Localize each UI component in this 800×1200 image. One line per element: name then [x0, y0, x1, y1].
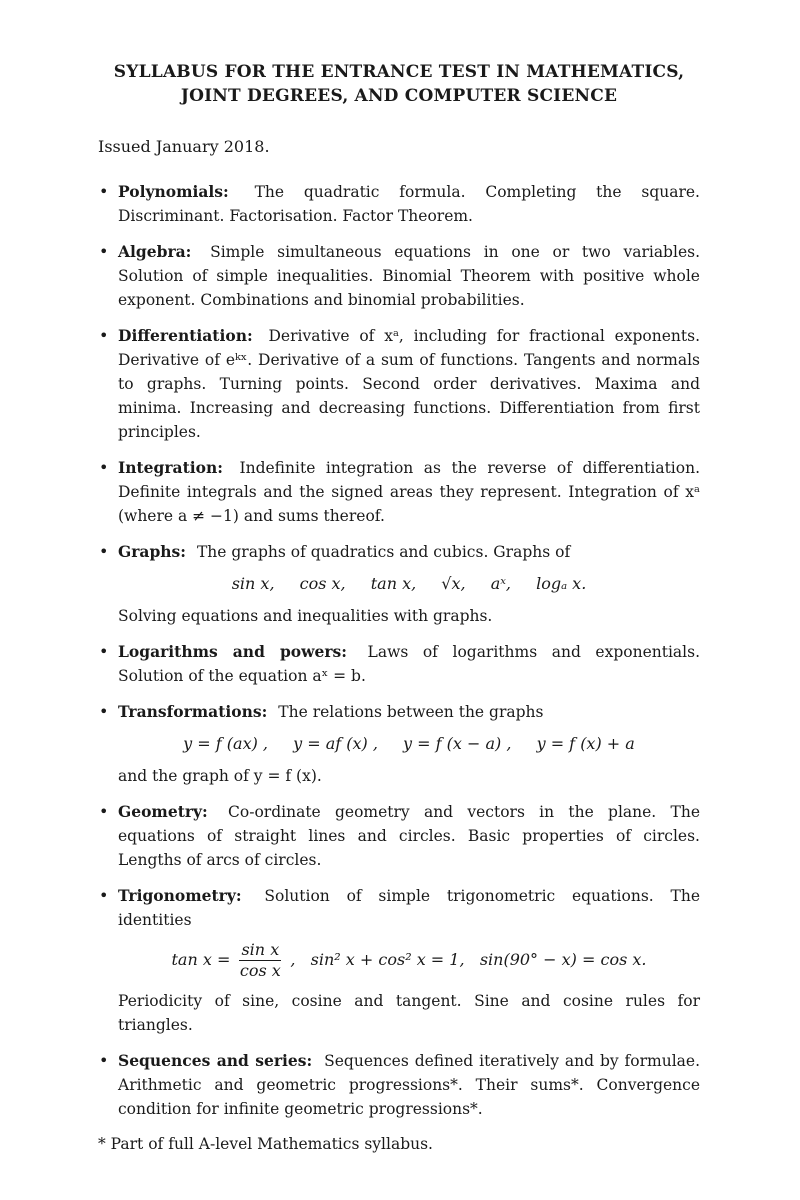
issued-date: Issued January 2018. — [98, 137, 270, 156]
bullet-icon: • — [99, 242, 109, 261]
topic-item — [98, 540, 700, 628]
topic-name: Trigonometry: — [118, 886, 242, 905]
topic-text: Simple simultaneous equations in one or two variables. Solution of simple inequalities. Binomial Theorem with positive whole exponent. Combinations and binomial probabilities. — [118, 243, 700, 309]
math-term: cos x, — [299, 574, 346, 593]
topic-text: Derivative of xᵃ, including for fractional exponents. Derivative of eᵏˣ. Derivative of a sum of functions. Tangents and normals to graphs. Turning points. Second order derivatives. Maxima and minima. Increasing and decreasing functions. Differentiation from first principles. — [118, 327, 700, 441]
topic-name: Sequences and series: — [118, 1051, 313, 1070]
bullet-icon: • — [99, 458, 109, 477]
topic-name: Integration: — [118, 458, 223, 477]
math-term: y = f (ax) , — [183, 734, 269, 753]
topic-name: Differentiation: — [118, 326, 253, 345]
fraction-numerator: sin x — [241, 940, 280, 959]
topic-item — [98, 884, 700, 1037]
topic-name: Logarithms and powers: — [118, 642, 347, 661]
topic-item — [98, 1049, 700, 1121]
math-display — [118, 572, 700, 596]
topic-name: Graphs: — [118, 542, 187, 561]
math-term: y = f (x) + a — [536, 734, 635, 753]
math-display — [118, 940, 700, 981]
math-term: tan x, — [370, 574, 417, 593]
topic-text: Indefinite integration as the reverse of differentiation. Definite integrals and the signed areas they represent. Integration of xᵃ (where a ≠ −1) and sums thereof. — [118, 459, 700, 525]
topic-name: Geometry: — [118, 802, 208, 821]
topic-text-after: Solving equations and inequalities with graphs. — [118, 607, 493, 625]
math-term: √x, — [441, 574, 466, 593]
fraction-denominator: cos x — [239, 961, 281, 980]
bullet-icon: • — [99, 702, 109, 721]
topic-name: Polynomials: — [118, 182, 229, 201]
topic-item — [98, 180, 700, 228]
topic-list — [98, 180, 700, 1121]
topic-text: Sequences defined iteratively and by formulae. Arithmetic and geometric progressions*. Their sums*. Convergence condition for infinite geometric progressions*. — [118, 1052, 700, 1118]
bullet-icon: • — [99, 642, 109, 661]
title-line-1: SYLLABUS FOR THE ENTRANCE TEST IN MATHEMATICS, — [113, 62, 685, 82]
bullet-icon: • — [99, 182, 109, 201]
bullet-icon: • — [99, 886, 109, 905]
topic-item — [98, 700, 700, 788]
math-term: y = af (x) , — [293, 734, 378, 753]
topic-text: Solution of simple trigonometric equations. The identities — [118, 887, 700, 929]
topic-item — [98, 324, 700, 444]
topic-name: Algebra: — [118, 242, 192, 261]
topic-text: The relations between the graphs — [278, 703, 544, 721]
page-title — [98, 60, 700, 108]
topic-text: The graphs of quadratics and cubics. Graphs of — [196, 543, 571, 561]
fraction — [239, 940, 281, 981]
topic-item — [98, 800, 700, 872]
math-term: tan x = — [171, 950, 231, 969]
math-term: , sin² x + cos² x = 1, sin(90° − x) = cos x. — [290, 950, 647, 969]
topic-item — [98, 240, 700, 312]
math-term: y = f (x − a) , — [403, 734, 512, 753]
topic-text-after: Periodicity of sine, cosine and tangent. Sine and cosine rules for triangles. — [118, 992, 700, 1034]
topic-text: Co-ordinate geometry and vectors in the plane. The equations of straight lines and circles. Basic properties of circles. Lengths of arcs of circles. — [118, 803, 700, 869]
topic-text: Laws of logarithms and exponentials. Solution of the equation aˣ = b. — [118, 643, 701, 685]
math-display — [118, 732, 700, 756]
title-line-2: JOINT DEGREES, AND COMPUTER SCIENCE — [180, 86, 618, 106]
bullet-icon: • — [99, 542, 109, 561]
math-term: sin x, — [231, 574, 275, 593]
bullet-icon: • — [99, 326, 109, 345]
math-term: aˣ, — [490, 574, 511, 593]
bullet-icon: • — [99, 1051, 109, 1070]
topic-text: The quadratic formula. Completing the square. Discriminant. Factorisation. Factor Theorem. — [118, 183, 700, 225]
bullet-icon: • — [99, 802, 109, 821]
topic-item — [98, 640, 700, 688]
math-term: logₐ x. — [536, 574, 587, 593]
footnote: * Part of full A-level Mathematics syllabus. — [98, 1135, 433, 1153]
topic-name: Transformations: — [118, 702, 268, 721]
topic-item — [98, 456, 700, 528]
topic-text-after: and the graph of y = f (x). — [118, 767, 322, 785]
